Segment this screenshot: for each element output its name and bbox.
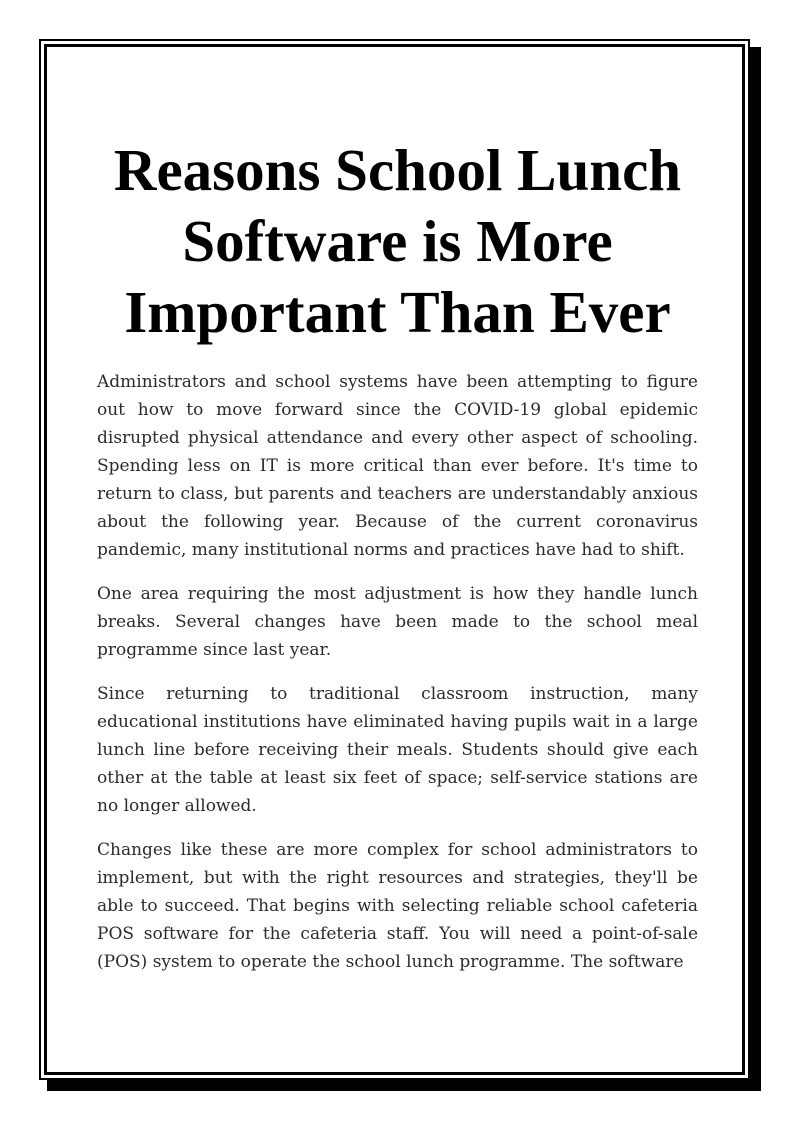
document-body bbox=[97, 135, 698, 992]
document-title: Reasons School Lunch Software is More Important Than Ever bbox=[113, 137, 682, 345]
paragraph: Changes like these are more complex for school administrators to implement, but with the right resources and strategies, they'll be able to succeed. That begins with selecting reliable school cafeteria POS software for the cafeteria staff. You will need a point-of-sale (POS) system to operate the school lunch programme. The software bbox=[97, 840, 698, 972]
paragraph: Since returning to traditional classroom instruction, many educational institutions have eliminated having pupils wait in a large lunch line before receiving their meals. Students should give each other at the table at least six feet of space; self-service stations are no longer allowed. bbox=[97, 684, 698, 816]
paragraph: One area requiring the most adjustment is how they handle lunch breaks. Several changes have been made to the school meal programme since last year. bbox=[97, 584, 698, 660]
paragraph: Administrators and school systems have been attempting to figure out how to move forward since the COVID-19 global epidemic disrupted physical attendance and every other aspect of schooling. Spending less on IT is more critical than ever before. It's time to return to class, but parents and teachers are understandably anxious about the following year. Because of the current coronavirus pandemic, many institutional norms and practices have had to shift. bbox=[97, 372, 698, 560]
